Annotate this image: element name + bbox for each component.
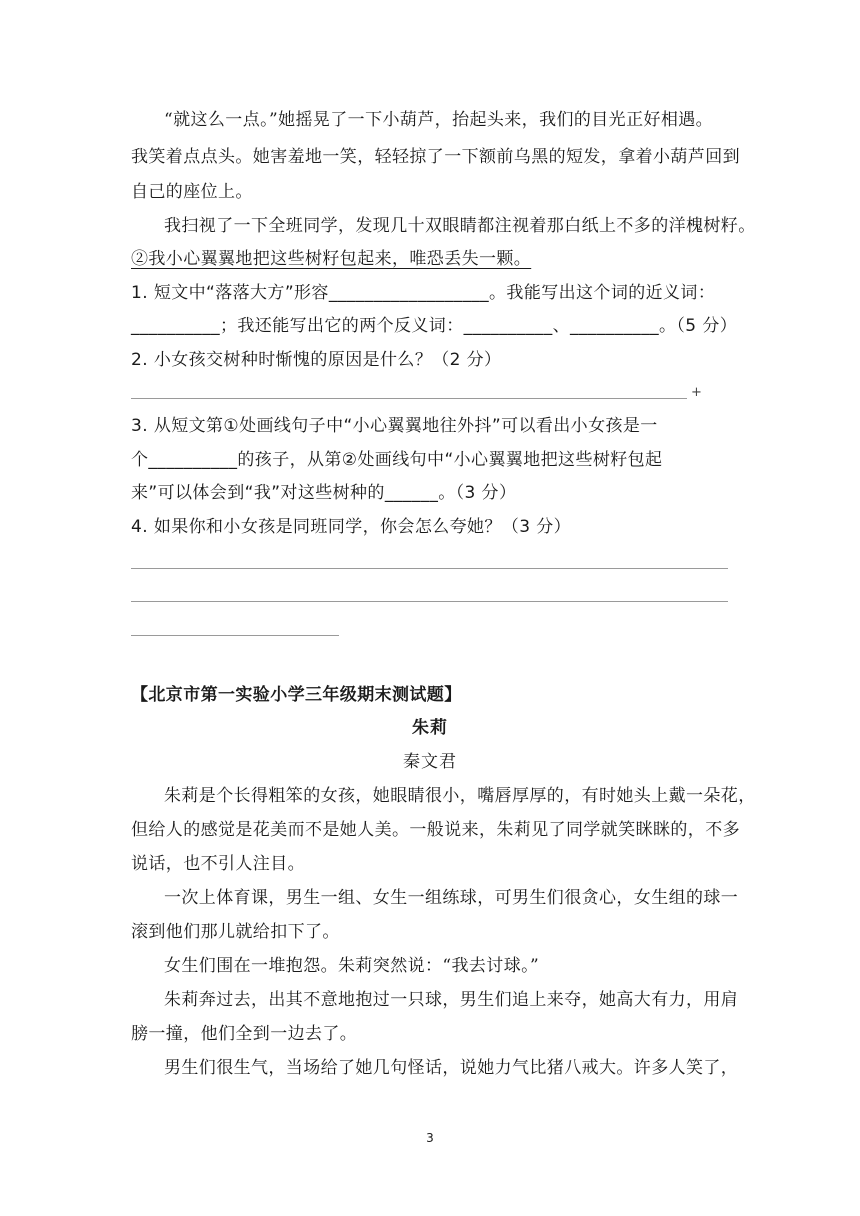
question-1-line-1: 1. 短文中“落落大方”形容__________________。我能写出这个词的近义词：: [131, 283, 716, 303]
answer-line: [131, 568, 728, 569]
passage-line: 一次上体育课，男生一组、女生一组练球，可男生们很贪心，女生组的球一: [164, 888, 739, 908]
passage-line: 女生们围在一堆抱怨。朱莉突然说：“我去讨球。”: [164, 956, 540, 976]
passage-line: 说话，也不引人注目。: [131, 854, 305, 874]
question-4: 4. 如果你和小女孩是同班同学，你会怎么夸她？（3 分）: [131, 517, 572, 537]
section-heading: 【北京市第一实验小学三年级期末测试题】: [131, 685, 462, 705]
question-2: 2. 小女孩交树种时惭愧的原因是什么？（2 分）: [131, 350, 502, 370]
article-author: 秦文君: [403, 752, 457, 772]
plus-mark: +: [691, 385, 702, 400]
passage-line: 但给人的感觉是花美而不是她人美。一般说来，朱莉见了同学就笑眯眯的，不多: [131, 820, 740, 840]
page-number: 3: [426, 1131, 434, 1145]
passage-line: 膀一撞，他们全到一边去了。: [131, 1024, 358, 1044]
passage-line: 男生们很生气，当场给了她几句怪话，说她力气比猪八戒大。许多人笑了，: [164, 1058, 739, 1078]
passage-line: 我扫视了一下全班同学，发现几十双眼睛都注视着那白纸上不多的洋槐树籽。: [164, 216, 756, 236]
question-3-line-1: 3. 从短文第①处画线句子中“小心翼翼地往外抖”可以看出小女孩是一: [131, 416, 658, 436]
passage-line: 朱莉是个长得粗笨的女孩，她眼睛很小，嘴唇厚厚的，有时她头上戴一朵花，: [164, 786, 756, 806]
passage-line: 滚到他们那儿就给扣下了。: [131, 922, 340, 942]
passage-line: 朱莉奔过去，出其不意地抱过一只球，男生们追上来夺，她高大有力，用肩: [164, 990, 739, 1010]
answer-line: [131, 601, 728, 602]
answer-line: [131, 635, 339, 636]
question-3-line-2: 个__________的孩子，从第②处画线句中“小心翼翼地把这些树籽包起: [131, 450, 663, 470]
answer-line: [131, 398, 687, 399]
passage-line: “就这么一点。”她摇晃了一下小葫芦，抬起头来，我们的目光正好相遇。: [164, 110, 714, 130]
passage-line: 自己的座位上。: [131, 182, 253, 202]
question-1-line-2: __________；我还能写出它的两个反义词：__________、__________。（5 分）: [131, 316, 738, 336]
passage-line: 我笑着点点头。她害羞地一笑，轻轻掠了一下额前乌黑的短发，拿着小葫芦回到: [131, 147, 740, 167]
question-3-line-3: 来”可以体会到“我”对这些树种的______。（3 分）: [131, 483, 517, 503]
article-title: 朱莉: [412, 718, 448, 738]
underlined-sentence-2: ②我小心翼翼地把这些树籽包起来，唯恐丢失一颗。: [131, 249, 532, 269]
